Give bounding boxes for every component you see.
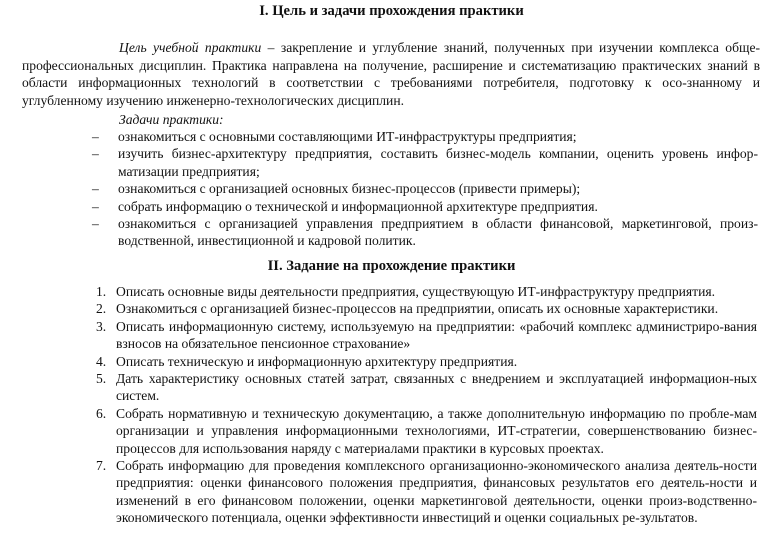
goal-paragraph [22,39,760,109]
list-item [0,180,758,197]
list-item [0,353,757,370]
item-text: Описать основные виды деятельности предприятия, существующую ИТ-инфраструктуру предприятия. [116,284,716,299]
list-item [0,283,757,300]
section-1-title: I. Цель и задачи прохождения практики [259,3,524,19]
assignment-list [0,283,783,527]
list-item [0,128,758,145]
item-text: Собрать информацию для проведения комплексного организационно-экономического анализа деятель-ности предприятия: оценки финансового положения предприятия, финансовых результатов его деятель-ности и изменений в его финансовом положении, оценки маркетинговой деятельности, оценки произ-водственно-экономического потенциала, оценки эффективности инвестиций и оценки социальных ре-зультатов. [116,458,757,526]
item-number: 2. [96,301,107,317]
task-text: ознакомиться с основными составляющими ИТ-инфраструктуры предприятия; [118,129,577,144]
goal-text: – закрепление и углубление знаний, полученных при изучении комплекса обще-профессиональных дисциплин. Практика направлена на получение, расширение и систематизацию практических знаний в области информационных технологий в соответствии с требованиями потребителя, подготовку к осо-знанному и углубленному изучению инженерно-технологических дисциплин. [22,40,761,108]
bullet-dash: – [92,181,99,197]
task-text: ознакомиться с организацией управления предприятием в области финансовой, маркетинговой, произ-водственной, инвестиционной и кадровой политик. [118,216,758,249]
bullet-dash: – [92,216,99,232]
item-number: 7. [96,458,107,474]
tasks-list [0,128,783,250]
goal-label: Цель учебной практики [119,40,262,55]
list-item [0,457,757,527]
item-number: 5. [96,371,107,387]
item-number: 3. [96,318,107,334]
item-text: Собрать нормативную и техническую документацию, а также дополнительную информацию по пробле-мам организации и управления информационными технологиями, ИТ-стратегии, совершенствованию бизнес-процессов для использования наряду с материалами практики в курсовых проектах. [116,405,757,456]
task-text: изучить бизнес-архитектуру предприятия, составить бизнес-модель компании, оценить уровень инфор-матизации предприятия; [118,146,758,179]
bullet-dash: – [92,129,99,144]
list-item [0,198,758,215]
bullet-dash: – [92,146,99,162]
tasks-title: Задачи практики: [119,112,224,127]
bullet-dash: – [92,198,99,214]
task-text: ознакомиться с организацией основных бизнес-процессов (привести примеры); [118,181,581,197]
list-item [0,145,758,180]
item-number: 6. [96,405,107,421]
section-2-title: II. Задание на прохождение практики [267,258,516,274]
item-text: Описать техническую и информационную архитектуру предприятия. [116,353,518,369]
list-item [0,300,757,317]
list-item [0,215,758,250]
task-text: собрать информацию о технической и информационной архитектуре предприятия. [118,198,598,214]
item-number: 1. [96,284,107,299]
item-text: Дать характеристику основных статей затрат, связанных с внедрением и эксплуатацией информацион-ных систем. [116,371,757,404]
list-item [0,318,757,353]
list-item [0,370,757,405]
list-item [0,405,757,457]
item-text: Ознакомиться с организацией бизнес-процессов на предприятии, описать их основные характеристики. [116,301,719,317]
item-number: 4. [96,353,107,369]
item-text: Описать информационную систему, используемую на предприятии: «рабочий комплекс администриро-вания взносов на обязательное пенсионное страхование» [116,318,757,352]
